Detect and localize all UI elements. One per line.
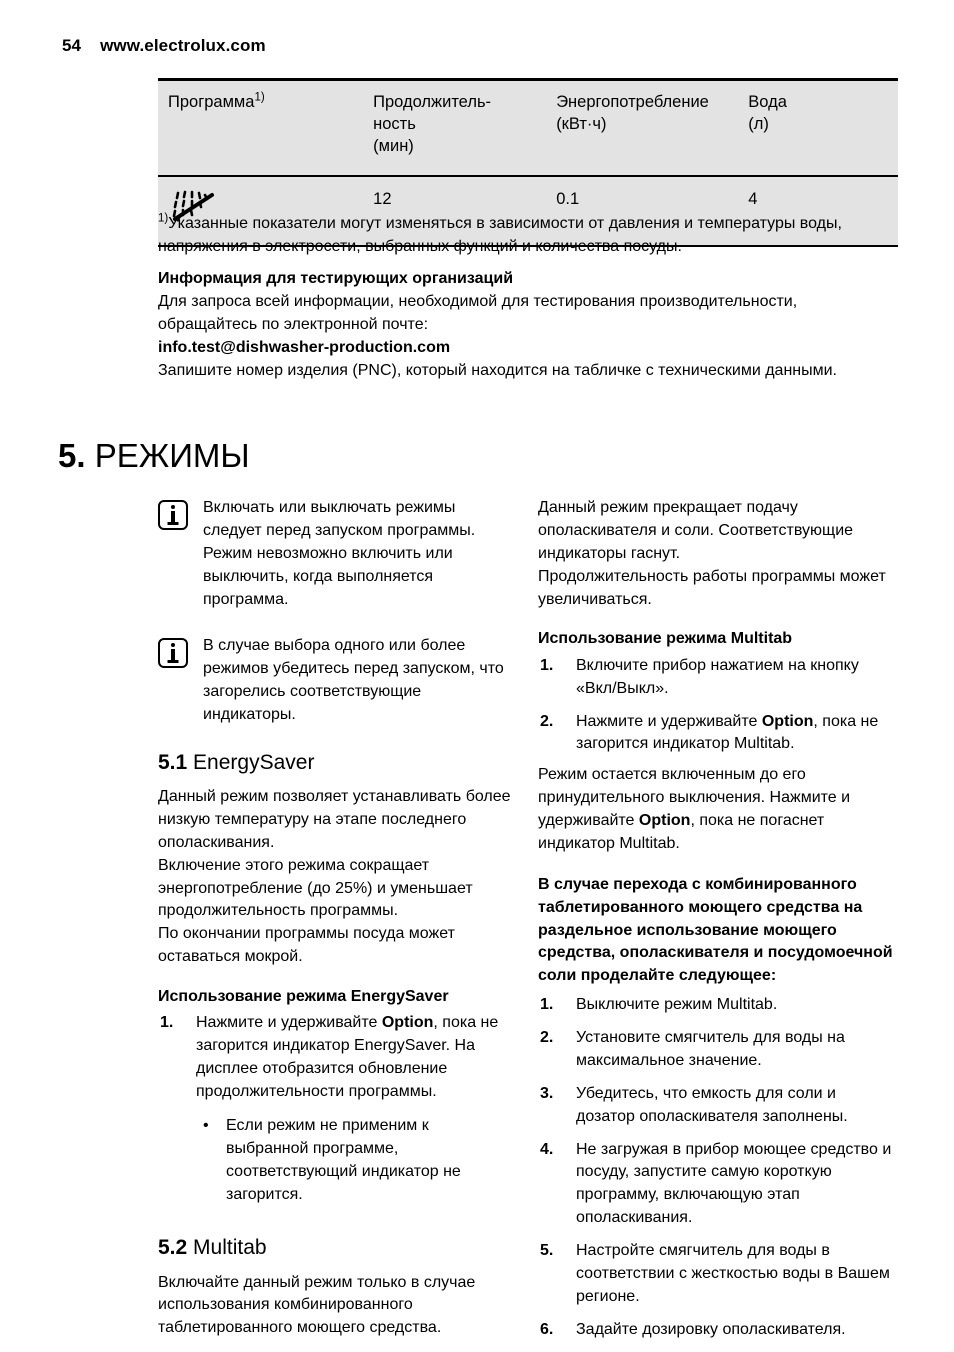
list-item-text-pre: Нажмите и удерживайте bbox=[576, 712, 762, 730]
cell-energy: 0.1 bbox=[546, 176, 738, 246]
usage-heading-multitab: Использование режима Multitab bbox=[538, 630, 793, 648]
list-item bbox=[158, 1012, 513, 1206]
test-info-closing: Запишите номер изделия (PNC), который находится на табличке с техническими данными. bbox=[158, 361, 837, 379]
page-number: 54 bbox=[62, 36, 82, 55]
list-item bbox=[196, 1115, 513, 1207]
column-header-duration-line3: (мин) bbox=[373, 136, 414, 155]
energysaver-steps-list bbox=[158, 1012, 513, 1206]
right-paragraph-1: Данный режим прекращает подачу ополаскивателя и соли. Соответствующие индикаторы гаснут. bbox=[538, 499, 854, 562]
chapter-title bbox=[58, 438, 250, 474]
section-heading-5-1 bbox=[158, 751, 513, 775]
column-header-energy bbox=[546, 80, 738, 176]
test-info-email: info.test@dishwasher-production.com bbox=[158, 338, 451, 356]
column-header-energy-line1: Энергопотребление bbox=[556, 93, 709, 111]
section-title-5-1: EnergySaver bbox=[193, 750, 315, 774]
usage-heading-energysaver: Использование режима EnergySaver bbox=[158, 988, 449, 1006]
footnote-marker: 1) bbox=[158, 212, 169, 225]
list-item bbox=[538, 711, 893, 757]
list-item-text: Задайте дозировку ополаскивателя. bbox=[576, 1320, 846, 1338]
list-item-text-pre: Нажмите и удерживайте bbox=[196, 1014, 382, 1032]
option-button-label: Option bbox=[381, 1014, 434, 1032]
list-item-number: 1. bbox=[540, 656, 554, 674]
list-item-text: Выключите режим Multitab. bbox=[576, 996, 778, 1014]
list-item bbox=[538, 655, 893, 701]
energysaver-sub-bullets bbox=[196, 1115, 513, 1207]
info-icon bbox=[158, 638, 188, 668]
list-item-text: Настройте смягчитель для воды в соответствии с жесткостью воды в Вашем регионе. bbox=[576, 1242, 890, 1305]
list-item-text: Не загружая в прибор моющее средство и посуду, запустите самую короткую программу, включающую этап ополаскивания. bbox=[576, 1140, 892, 1227]
column-header-program-label: Программа bbox=[168, 93, 255, 111]
column-header-duration-line1: Продолжитель- bbox=[373, 93, 492, 111]
bullet-text: Если режим не применим к выбранной программе, соответствующий индикатор не загорится. bbox=[226, 1116, 461, 1203]
list-item-text-post: , пока не загорится индикатор EnergySaver. На дисплее отобразится обновление продолжительности программы. bbox=[196, 1014, 499, 1101]
chapter-title-text: РЕЖИМЫ bbox=[94, 437, 250, 474]
multitab-after-steps-paragraph bbox=[538, 764, 893, 856]
list-item-number: 6. bbox=[540, 1320, 554, 1338]
note-2-text: В случае выбора одного или более режимов убедитесь перед запуском, что загорелись соответствующие индикаторы. bbox=[203, 637, 504, 723]
list-item-number: 5. bbox=[540, 1242, 554, 1260]
list-item bbox=[538, 1027, 893, 1073]
section-5-1-paragraph-2: Включение этого режима сокращает энергопотребление (до 25%) и уменьшает продолжительность программы. bbox=[158, 856, 473, 920]
test-info-heading: Информация для тестирующих организаций bbox=[158, 270, 514, 287]
page-header bbox=[62, 36, 266, 56]
list-item-number: 1. bbox=[540, 996, 554, 1014]
column-header-program-footnote: 1) bbox=[254, 91, 265, 104]
test-institutes-info bbox=[158, 268, 878, 382]
test-info-paragraph: Для запроса всей информации, необходимой для тестирования производительности, обращайтесь по электронной почте: bbox=[158, 292, 798, 333]
body-columns bbox=[158, 497, 918, 1338]
option-button-label: Option bbox=[761, 712, 814, 730]
list-item bbox=[538, 994, 893, 1017]
list-item-text: Установите смягчитель для воды на максимальное значение. bbox=[576, 1029, 845, 1069]
column-header-water-line2: (л) bbox=[748, 114, 769, 133]
section-5-1-paragraph-1: Данный режим позволяет устанавливать более низкую температуру на этапе последнего ополаскивания. bbox=[158, 788, 511, 851]
section-number-5-2: 5.2 bbox=[158, 1236, 188, 1260]
table-header-row bbox=[158, 80, 898, 176]
list-item-number: 2. bbox=[540, 712, 554, 730]
note-block-2 bbox=[158, 635, 513, 727]
list-item bbox=[538, 1139, 893, 1231]
cell-water: 4 bbox=[738, 176, 898, 246]
table-header bbox=[158, 80, 898, 176]
option-button-label: Option bbox=[638, 812, 691, 830]
table-footnote bbox=[158, 213, 858, 258]
column-header-energy-line2: (кВт·ч) bbox=[556, 114, 607, 133]
section-5-2-paragraph-1: Включайте данный режим только в случае использования комбинированного таблетированного моющего средства. bbox=[158, 1273, 476, 1337]
section-5-1-paragraph-3: По окончании программы посуда может оставаться мокрой. bbox=[158, 925, 455, 966]
website-url: www.electrolux.com bbox=[100, 36, 266, 55]
list-item bbox=[538, 1083, 893, 1129]
section-title-5-2: Multitab bbox=[193, 1236, 267, 1260]
left-column bbox=[158, 497, 513, 1340]
multitab-steps-list bbox=[538, 655, 893, 757]
bullet-icon: • bbox=[203, 1116, 209, 1134]
list-item-number: 4. bbox=[540, 1140, 554, 1158]
after-steps-text-post: , пока не погаснет индикатор Multitab. bbox=[538, 812, 825, 852]
chapter-number: 5. bbox=[58, 437, 86, 474]
section-heading-5-2 bbox=[158, 1236, 513, 1260]
list-item-text-post: , пока не загорится индикатор Multitab. bbox=[576, 712, 879, 753]
column-header-water bbox=[738, 80, 898, 176]
footnote-text: Указанные показатели могут изменяться в зависимости от давления и температуры воды, напряжения в электросети, выбранных функций и количества посуды. bbox=[158, 215, 842, 255]
column-header-duration-line2: ность bbox=[373, 114, 416, 133]
note-block-1 bbox=[158, 497, 513, 611]
cell-duration: 12 bbox=[363, 176, 546, 246]
column-header-water-line1: Вода bbox=[748, 93, 787, 111]
column-header-program bbox=[158, 80, 363, 176]
list-item bbox=[538, 1240, 893, 1309]
list-item-text: Убедитесь, что емкость для соли и дозатор ополаскивателя заполнены. bbox=[576, 1084, 848, 1125]
right-paragraph-2: Продолжительность работы программы может увеличиваться. bbox=[538, 567, 886, 608]
list-item-text-pre: Включите прибор нажатием на кнопку «Вкл/Выкл». bbox=[576, 656, 859, 697]
note-1-text: Включать или выключать режимы следует перед запуском программы. Режим невозможно включить или выключить, когда выполняется программа. bbox=[203, 499, 476, 608]
list-item-number: 2. bbox=[540, 1029, 554, 1047]
switchover-procedure-list bbox=[538, 994, 893, 1341]
info-icon bbox=[158, 500, 188, 530]
right-column bbox=[538, 497, 893, 1342]
list-item-number: 3. bbox=[540, 1084, 554, 1102]
list-item-number: 1. bbox=[160, 1014, 174, 1032]
list-item bbox=[538, 1319, 893, 1342]
after-steps-text-pre: Режим остается включенным до его принудительного выключения. Нажмите и удерживайте bbox=[538, 766, 851, 830]
column-header-duration bbox=[363, 80, 546, 176]
section-number-5-1: 5.1 bbox=[158, 750, 188, 774]
switchover-bold-block: В случае перехода с комбинированного таблетированного моющего средства на раздельное использование моющего средства, ополаскивателя и посудомоечной соли проделайте следующее: bbox=[538, 875, 893, 985]
